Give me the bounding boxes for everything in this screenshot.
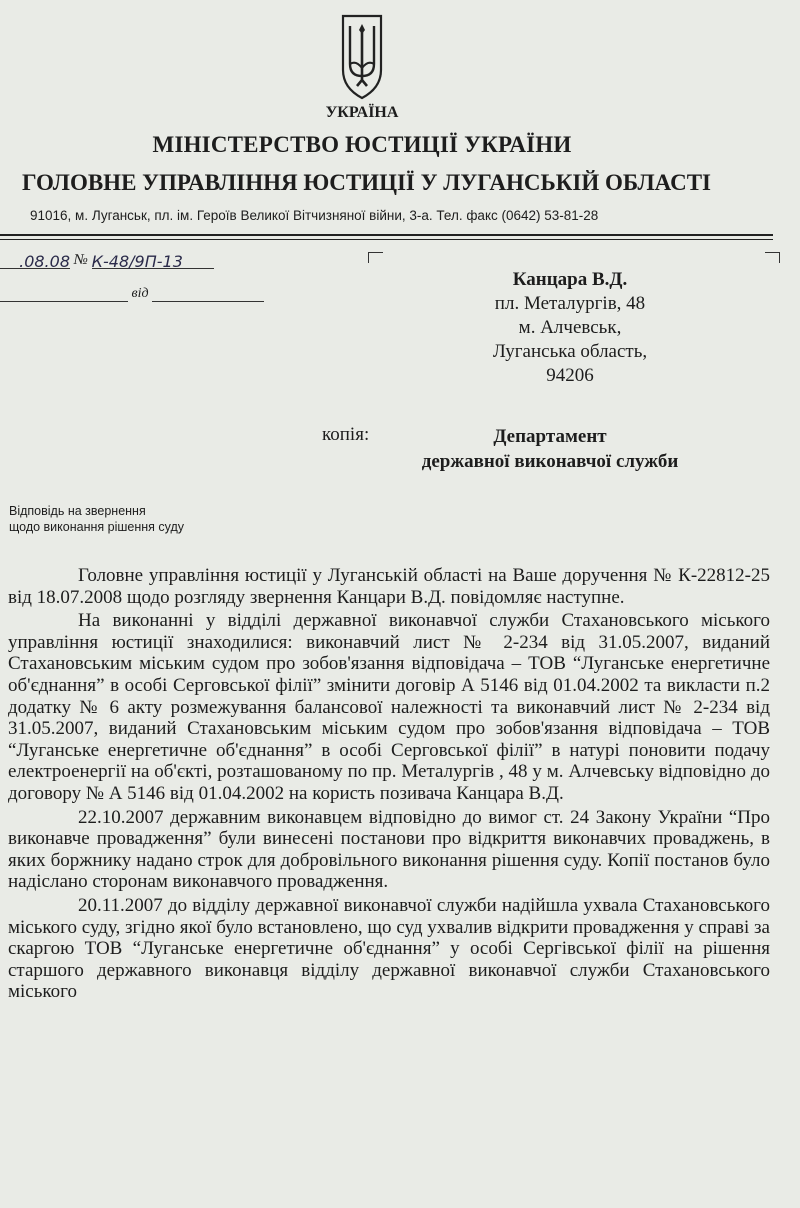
registration-number-field bbox=[92, 252, 214, 269]
letter-body bbox=[8, 565, 770, 1005]
office-address: 91016, м. Луганськ, пл. ім. Героїв Великої Вітчизняної війни, 3-а. Тел. факс (0642) 53-81-28 bbox=[30, 208, 599, 223]
address-corner-mark bbox=[368, 252, 383, 263]
copy-recipient-line2: державної виконавчої служби bbox=[421, 451, 679, 472]
copy-recipient-line1: Департамент bbox=[493, 426, 607, 447]
reference-line bbox=[0, 286, 264, 302]
ministry-title: МІНІСТЕРСТВО ЮСТИЦІЇ УКРАЇНИ bbox=[152, 132, 572, 157]
recipient-name: Канцара В.Д. bbox=[512, 269, 628, 290]
address-corner-mark bbox=[765, 252, 780, 263]
copy-label: копія: bbox=[322, 424, 370, 445]
copy-recipient bbox=[400, 424, 700, 474]
recipient-region: Луганська область, bbox=[492, 341, 648, 362]
header-divider-thin bbox=[0, 239, 773, 240]
office-title: ГОЛОВНЕ УПРАВЛІННЯ ЮСТИЦІЇ У ЛУГАНСЬКІЙ ОБЛАСТІ bbox=[22, 170, 712, 195]
recipient-city: м. Алчевськ, bbox=[518, 317, 622, 338]
registration-date-field bbox=[0, 252, 70, 269]
header-divider bbox=[0, 234, 773, 236]
body-paragraph: 22.10.2007 державним виконавцем відповідно до вимог ст. 24 Закону України “Про виконавче провадження” були винесені постанови про відкриття виконавчих проваджень, в яких боржнику надано строк для добровільного виконання рішення суду. Копії постанов було надіслано сторонам виконавчого провадження. bbox=[8, 806, 770, 893]
trident-emblem-icon bbox=[337, 10, 387, 102]
registration-number: К-48/9П-13 bbox=[91, 252, 183, 271]
body-paragraph: На виконанні у відділі державної виконавчої служби Стахановського міського управління юстиції знаходилися: виконавчий лист № 2-234 від 31.05.2007, виданий Стахановським міським судом про зобов'язання відповідача – ТОВ “Луганське енергетичне об'єднання” в особі Серговської філії” змінити договір А 5146 від 01.04.2002 та викласти п.2 додатку № 6 акту розмежування балансової належності та виконавчий лист № 2-234 від 31.05.2007, виданий Стахановським міським судом про зобов'язання відповідача – ТОВ “Луганське енергетичне об'єднання” в особі Серговської філії” в натурі поновити подачу електроенергії на об'єкті, розташованому по пр. Металургів , 48 у м. Алчевську відповідно до договору № А 5146 від 01.04.2002 на користь позивача Канцара В.Д. bbox=[8, 610, 770, 804]
reference-number-field bbox=[0, 287, 128, 302]
subject-line1: Відповідь на звернення bbox=[9, 504, 146, 518]
registration-number-label: № bbox=[73, 252, 88, 268]
recipient-block bbox=[450, 268, 690, 388]
reference-from-label: від bbox=[131, 286, 149, 301]
recipient-street: пл. Металургів, 48 bbox=[494, 293, 646, 314]
registration-date: .08.08 bbox=[19, 252, 70, 271]
registration-line bbox=[0, 252, 214, 269]
letter-subject bbox=[9, 503, 184, 535]
subject-line2: щодо виконання рішення суду bbox=[9, 520, 185, 534]
body-paragraph: 20.11.2007 до відділу державної виконавчої служби надійшла ухвала Стахановського міського суду, згідно якої було встановлено, що суд ухвалив відкрити провадження у справі за скаргою ТОВ “Луганське енергетичне об'єднання” у особі Сергівської філії на рішення старшого державного виконавця відділу державної виконавчої служби Стахановського міського bbox=[8, 894, 770, 1003]
country-title: УКРАЇНА bbox=[325, 104, 399, 121]
reference-date-field bbox=[152, 287, 264, 302]
body-paragraph: Головне управління юстиції у Луганській області на Ваше доручення № К-22812-25 від 18.07.2008 щодо розгляду звернення Канцари В.Д. повідомляє наступне. bbox=[8, 565, 770, 608]
recipient-postcode: 94206 bbox=[546, 365, 594, 386]
